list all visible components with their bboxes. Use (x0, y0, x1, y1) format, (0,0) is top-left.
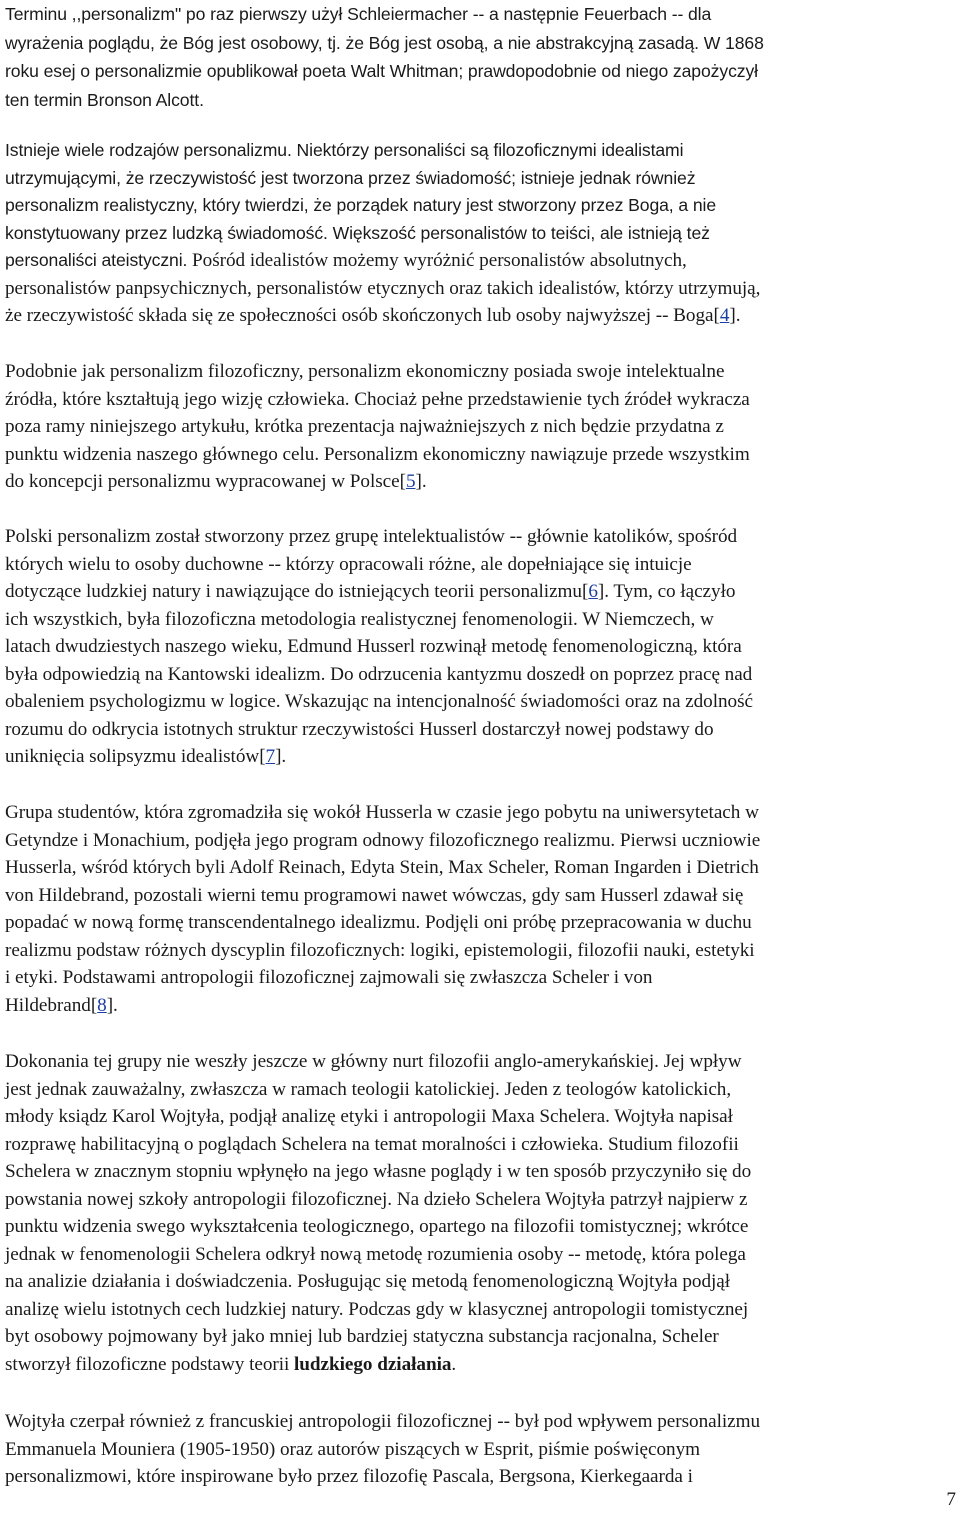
text-line: ten termin Bronson Alcott. (5, 89, 204, 110)
text-line: personalistów panpsychicznych, personalistów etycznych oraz takich idealistów, którzy utrzymują, (5, 277, 761, 299)
text-line: których wielu to osoby duchowne -- którzy opracowali różne, ale dopełniające się intuicje (5, 553, 692, 575)
text-line (5, 468, 750, 496)
text-line: Getyndze i Monachium, podjęła jego program odnowy filozoficznego realizmu. Pierwsi uczniowie (5, 829, 761, 851)
footnote-link-4[interactable]: 4 (719, 305, 730, 326)
text-line: Wojtyła czerpał również z francuskiej antropologii filozoficznej -- był pod wpływem personalizmu (5, 1411, 761, 1432)
text-line: Terminu ,,personalizm" po raz pierwszy użył Schleiermacher -- a następnie Feuerbach -- dla (5, 4, 712, 24)
text-segment: stworzył filozoficzne podstawy teorii (5, 1353, 295, 1375)
paragraph-mounier (5, 1408, 760, 1491)
text-line: wyrażenia poglądu, że Bóg jest osobowy, tj. że Bóg jest osobą, a nie abstrakcyjną zasadą. W 1868 (5, 32, 764, 53)
text-line: Podobnie jak personalizm filozoficzny, personalizm ekonomiczny posiada swoje intelektualne (5, 361, 725, 382)
text-line: i etyki. Podstawami antropologii filozoficznej zajmowali się zwłaszcza Scheler i von (5, 967, 653, 988)
text-line: utrzymującymi, że rzeczywistość jest tworzona przez świadomość; istnieje jednak również (5, 167, 696, 188)
paragraph-kinds-of-personalism (5, 137, 760, 330)
text-line: realizmu podstaw różnych dyscyplin filozoficznych: logiki, epistemologii, filozofii nauki, estetyki (5, 939, 755, 961)
text-line: jest jednak zauważalny, zwłaszcza w ramach teologii katolickiej. Jeden z teologów katolickich, (5, 1078, 732, 1100)
text-segment: Niektórzy personaliści są filozoficznymi idealistami (291, 140, 684, 160)
bold-phrase: ludzkiego działania (294, 1353, 452, 1375)
text-line: punktu widzenia naszego głównego celu. Personalizm ekonomiczny nawiązuje przede wszystkim (5, 443, 750, 465)
text-line (5, 992, 760, 1020)
text-segment: uniknięcia solipsyzmu idealistów[ (5, 746, 266, 767)
text-line: jednak w fenomenologii Schelera odkrył nową metodę rozumienia osoby -- metodę, która polega (5, 1243, 746, 1265)
text-line: latach dwudziestych naszego wieku, Edmund Husserl rozwinął metodę fenomenologiczną, która (5, 636, 742, 657)
text-line: Dokonania tej grupy nie weszły jeszcze w główny nurt filozofii anglo-amerykańskiej. Jej wpływ (5, 1051, 742, 1072)
text-line: Polski personalizm został stworzony przez grupę intelektualistów -- głównie katolików, spośród (5, 526, 738, 547)
text-line: von Hildebrand, pozostali wierni temu programowi nawet wówczas, gdy sam Husserl zdawał się (5, 884, 744, 906)
text-line (5, 578, 753, 606)
text-line: byt osobowy pojmowany był jako mniej lub bardziej statyczna substancja racjonalna, Scheler (5, 1326, 719, 1347)
text-line (5, 247, 760, 275)
text-line: konstytuowany przez ludzką świadomość. Większość personalistów to teiści, ale istnieją też (5, 222, 710, 243)
text-segment: ]. (106, 994, 118, 1016)
text-line: obaleniem psychologizmu w logice. Wskazując na intencjonalność świadomości oraz na zdolność (5, 691, 753, 712)
text-segment: . (451, 1353, 457, 1375)
text-line (5, 1351, 751, 1379)
text-line: na analizie działania i doświadczenia. Posługując się metodą fenomenologiczną Wojtyła podjął (5, 1271, 731, 1292)
text-line: poza ramy niniejszego artykułu, krótka prezentacja najważniejszych z nich będzie przydatna z (5, 416, 724, 437)
footnote-link-7[interactable]: 7 (265, 746, 276, 767)
text-line: analizę wielu istotnych cech ludzkiej natury. Podczas gdy w klasycznej antropologii tomistycznej (5, 1298, 749, 1320)
text-line: Schelera w znacznym stopniu wpłynęło na jego własne poglądy i w ten sposób przyczyniło się do (5, 1161, 752, 1182)
mixed-font-text: Istnieje wiele rodzajów personalizmu. (5, 140, 292, 160)
text-line: rozprawę habilitacyjną o poglądach Schelera na temat moralności i człowieka. Studium filozofii (5, 1133, 739, 1155)
text-line: popadać w nową formę transcendentalnego idealizmu. Podjęli oni próbę przepracowania w duchu (5, 912, 752, 933)
text-line: Emmanuela Mouniera (1905-1950) oraz autorów piszących w Esprit, piśmie poświęconym (5, 1438, 700, 1460)
text-line (5, 302, 760, 330)
footnote-link-6[interactable]: 6 (588, 581, 598, 602)
footnote-link-5[interactable]: 5 (405, 471, 416, 492)
text-segment: Pośród idealistów możemy wyróżnić personalistów absolutnych, (187, 250, 687, 271)
footnote-link-8[interactable]: 8 (97, 994, 107, 1016)
text-line: młody ksiądz Karol Wojtyła, podjął analizę etyki i antropologii Maxa Schelera. Wojtyła napisał (5, 1106, 733, 1127)
paragraph-economic-personalism (5, 358, 750, 496)
text-segment: personaliści ateistyczni. (5, 250, 188, 270)
text-line (5, 137, 760, 165)
text-line: Grupa studentów, która zgromadziła się wokół Husserla w czasie jego pobytu na uniwersytetach w (5, 802, 759, 823)
text-segment: ]. (729, 305, 741, 326)
text-line: personalizm realistyczny, który twierdzi, że porządek natury jest stworzony przez Boga, a nie (5, 195, 717, 215)
paragraph-wojtyla-scheler (5, 1048, 751, 1378)
text-segment: że rzeczywistość składa się ze społeczności osób skończonych lub osoby najwyższej -- Boga[ (5, 305, 720, 326)
text-line: źródła, które kształtują jego wizję człowieka. Chociaż pełne przedstawienie tych źródeł wykracza (5, 388, 750, 410)
text-line: ich wszystkich, była filozoficzna metodologia realistycznej fenomenologii. W Niemczech, w (5, 608, 714, 630)
page-number: 7 (946, 1489, 956, 1510)
text-segment: ]. Tym, co łączyło (597, 581, 736, 602)
text-line: powstania nowej szkoły antropologii filozoficznej. Na dzieło Schelera Wojtyła patrzył najpierw z (5, 1188, 748, 1210)
paragraph-polish-personalism (5, 523, 753, 771)
text-segment: Hildebrand[ (5, 994, 98, 1016)
text-line: personalizmowi, które inspirowane było przez filozofię Pascala, Bergsona, Kierkegaarda i (5, 1466, 693, 1487)
text-segment: dotyczące ludzkiej natury i nawiązujące do istniejących teorii personalizmu[ (5, 581, 589, 602)
text-line (5, 743, 753, 771)
text-segment: ]. (415, 471, 427, 492)
paragraph-term-origin (5, 0, 764, 114)
text-line: rozumu do odkrycia istotnych struktur rzeczywistości Husserl dostarczył nowej podstawy do (5, 718, 714, 740)
text-line: Husserla, wśród których byli Adolf Reinach, Edyta Stein, Max Scheler, Roman Ingarden i Dietrich (5, 857, 759, 878)
text-line: roku esej o personalizmie opublikował poeta Walt Whitman; prawdopodobnie od niego zapożyczył (5, 61, 758, 81)
text-segment: do koncepcji personalizmu wypracowanej w Polsce[ (5, 471, 406, 492)
paragraph-husserl-students (5, 799, 760, 1019)
text-segment: ]. (275, 746, 287, 767)
text-line: była odpowiedzią na Kantowski idealizm. Do odrzucenia kantyzmu doszedł on poprzez pracę nad (5, 663, 753, 685)
text-line: punktu widzenia swego wykształcenia teologicznego, opartego na filozofii tomistycznej; wkrótce (5, 1216, 749, 1237)
